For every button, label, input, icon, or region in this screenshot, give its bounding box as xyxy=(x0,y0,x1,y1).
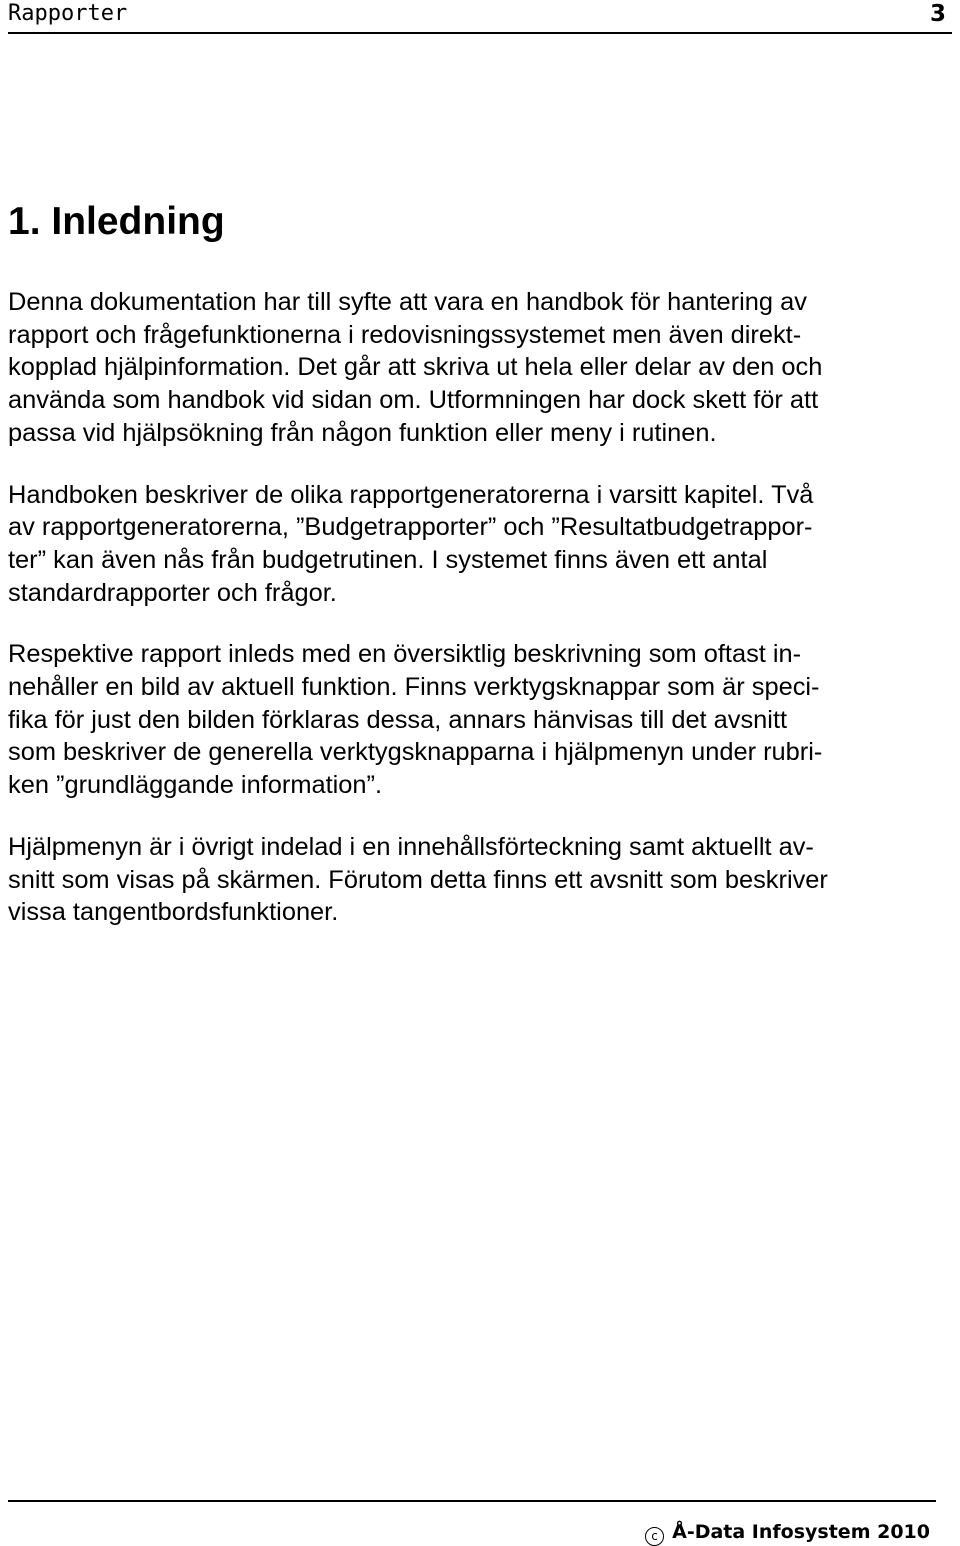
paragraph-intro: Denna dokumentation har till syfte att vara en handbok för hantering av rapport och frågefunktionerna i redovisningssystemet men även direkt- kopplad hjälpinformation. Det går att skriva ut hela eller delar av den och använda som handbok vid sidan om. Utformningen har dock skett för att passa vid hjälpsökning från någon funktion eller meny i rutinen. xyxy=(8,288,823,447)
page-number: 3 xyxy=(929,1,946,27)
header-title: Rapporter xyxy=(8,1,128,26)
page-header xyxy=(8,0,952,34)
copyright-icon: c xyxy=(645,1527,664,1546)
footer-copyright xyxy=(645,1520,930,1546)
page-footer xyxy=(8,1500,936,1543)
paragraph-help-menu: Hjälpmenyn är i övrigt indelad i en innehållsförteckning samt aktuellt av- snitt som visas på skärmen. Förutom detta finns ett avsnitt som beskriver vissa tangentbordsfunktioner. xyxy=(8,832,828,927)
paragraph-generators: Handboken beskriver de olika rapportgeneratorerna i varsitt kapitel. Två av rapportgeneratorerna, ”Budgetrapporter” och ”Resultatbudgetrappor- ter” kan även nås från budgetrutinen. I systemet finns även ett antal standardrapporter och frågor. xyxy=(8,480,814,607)
chapter-title: 1. Inledning xyxy=(8,200,225,243)
page-content xyxy=(8,198,944,929)
footer-company: Å-Data Infosystem 2010 xyxy=(672,1521,930,1543)
paragraph-report-structure: Respektive rapport inleds med en översiktlig beskrivning som oftast in- nehåller en bild av aktuell funktion. Finns verktygsknappar som är speci- fika för just den bilden förklaras dessa, annars hänvisas till det avsnitt som beskriver de generella verktygsknapparna i hjälpmenyn under rubri- ken ”grundläggande information”. xyxy=(8,640,823,800)
